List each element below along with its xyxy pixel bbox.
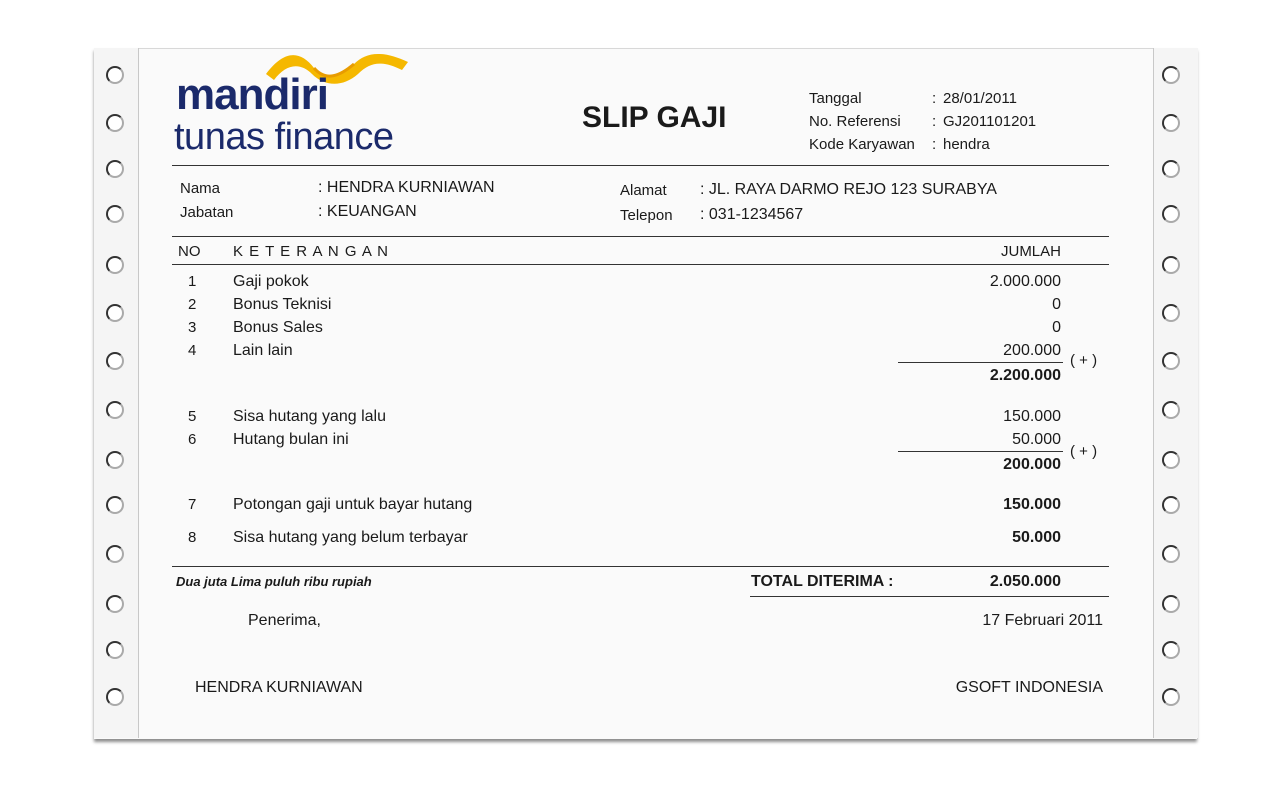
divider xyxy=(172,165,1109,166)
feed-hole xyxy=(106,304,124,322)
feed-hole xyxy=(106,352,124,370)
feed-hole xyxy=(1162,66,1180,84)
row-desc: Potongan gaji untuk bayar hutang xyxy=(233,496,473,513)
tractor-strip-left xyxy=(94,48,139,738)
row-no: 4 xyxy=(188,342,197,359)
row-no: 1 xyxy=(188,273,197,290)
total-value: 2.050.000 xyxy=(989,573,1061,590)
feed-hole xyxy=(1162,401,1180,419)
row-desc: Gaji pokok xyxy=(233,273,309,290)
row-amount: 0 xyxy=(1052,319,1061,336)
divider xyxy=(172,264,1109,265)
row-no: 5 xyxy=(188,408,197,425)
feed-hole xyxy=(106,66,124,84)
feed-hole xyxy=(106,205,124,223)
slip-date: 17 Februari 2011 xyxy=(982,612,1103,629)
row-no: 7 xyxy=(188,496,197,513)
plus-mark: ( + ) xyxy=(1070,443,1098,460)
meta-referensi-label: No. Referensi xyxy=(809,113,901,130)
telepon-label: Telepon xyxy=(620,207,673,224)
feed-hole xyxy=(1162,595,1180,613)
row-amount: 150.000 xyxy=(1003,408,1061,425)
feed-hole xyxy=(106,256,124,274)
feed-hole xyxy=(1162,545,1180,563)
plus-mark: ( + ) xyxy=(1070,352,1098,369)
penerima-label: Penerima, xyxy=(248,612,321,629)
logo-text-tunas-finance: tunas finance xyxy=(174,116,394,158)
meta-referensi-value: GJ201101201 xyxy=(943,113,1037,130)
divider xyxy=(172,566,1109,567)
feed-hole xyxy=(106,401,124,419)
meta-referensi-sep: : xyxy=(932,113,937,130)
feed-hole xyxy=(106,641,124,659)
row-amount: 200.000 xyxy=(1003,342,1061,359)
sum-line xyxy=(898,451,1063,452)
feed-hole xyxy=(1162,114,1180,132)
feed-hole xyxy=(1162,352,1180,370)
header-keterangan: K E T E R A N G A N xyxy=(233,243,390,260)
row-desc: Lain lain xyxy=(233,342,293,359)
company-name: GSOFT INDONESIA xyxy=(955,679,1103,696)
logo-text-mandiri: mandiri xyxy=(176,70,328,119)
amount-in-words: Dua juta Lima puluh ribu rupiah xyxy=(176,574,372,589)
total-label: TOTAL DITERIMA : xyxy=(751,573,894,590)
jabatan-label: Jabatan xyxy=(180,204,234,221)
alamat-label: Alamat xyxy=(620,182,667,199)
alamat-value: : JL. RAYA DARMO REJO 123 SURABYA xyxy=(700,181,997,198)
feed-hole xyxy=(106,496,124,514)
row-amount: 50.000 xyxy=(1012,529,1061,546)
feed-hole xyxy=(1162,256,1180,274)
feed-hole xyxy=(1162,160,1180,178)
row-amount: 50.000 xyxy=(1012,431,1061,448)
feed-hole xyxy=(1162,205,1180,223)
row-desc: Bonus Teknisi xyxy=(233,296,332,313)
row-no: 8 xyxy=(188,529,197,546)
row-desc: Sisa hutang yang belum terbayar xyxy=(233,529,468,546)
row-desc: Sisa hutang yang lalu xyxy=(233,408,386,425)
row-desc: Hutang bulan ini xyxy=(233,431,349,448)
sum-line xyxy=(898,362,1063,363)
feed-hole xyxy=(1162,304,1180,322)
meta-kode-label: Kode Karyawan xyxy=(809,136,915,153)
tractor-strip-right xyxy=(1153,48,1198,738)
row-amount: 150.000 xyxy=(1003,496,1061,513)
row-no: 6 xyxy=(188,431,197,448)
telepon-value: : 031-1234567 xyxy=(700,206,804,223)
feed-hole xyxy=(106,114,124,132)
meta-tanggal-value: 28/01/2011 xyxy=(943,90,1017,107)
subtotal-debt: 200.000 xyxy=(1003,456,1061,473)
row-no: 3 xyxy=(188,319,197,336)
meta-tanggal-sep: : xyxy=(932,90,937,107)
feed-hole xyxy=(106,160,124,178)
feed-hole xyxy=(1162,688,1180,706)
feed-hole xyxy=(106,451,124,469)
jabatan-value: : KEUANGAN xyxy=(318,203,417,220)
row-amount: 0 xyxy=(1052,296,1061,313)
page-title: SLIP GAJI xyxy=(582,101,727,134)
row-desc: Bonus Sales xyxy=(233,319,323,336)
subtotal-income: 2.200.000 xyxy=(989,367,1061,384)
feed-hole xyxy=(1162,451,1180,469)
row-no: 2 xyxy=(188,296,197,313)
nama-label: Nama xyxy=(180,180,221,197)
divider xyxy=(172,236,1109,237)
total-underline xyxy=(750,596,1109,597)
meta-kode-value: hendra xyxy=(943,136,990,153)
feed-hole xyxy=(1162,641,1180,659)
feed-hole xyxy=(106,595,124,613)
receiver-name: HENDRA KURNIAWAN xyxy=(195,679,363,696)
row-amount: 2.000.000 xyxy=(989,273,1061,290)
header-jumlah: JUMLAH xyxy=(1000,243,1061,260)
meta-kode-sep: : xyxy=(932,136,937,153)
feed-hole xyxy=(106,688,124,706)
nama-value: : HENDRA KURNIAWAN xyxy=(318,179,495,196)
feed-hole xyxy=(1162,496,1180,514)
header-no: NO xyxy=(178,243,201,260)
meta-tanggal-label: Tanggal xyxy=(809,90,862,107)
feed-hole xyxy=(106,545,124,563)
